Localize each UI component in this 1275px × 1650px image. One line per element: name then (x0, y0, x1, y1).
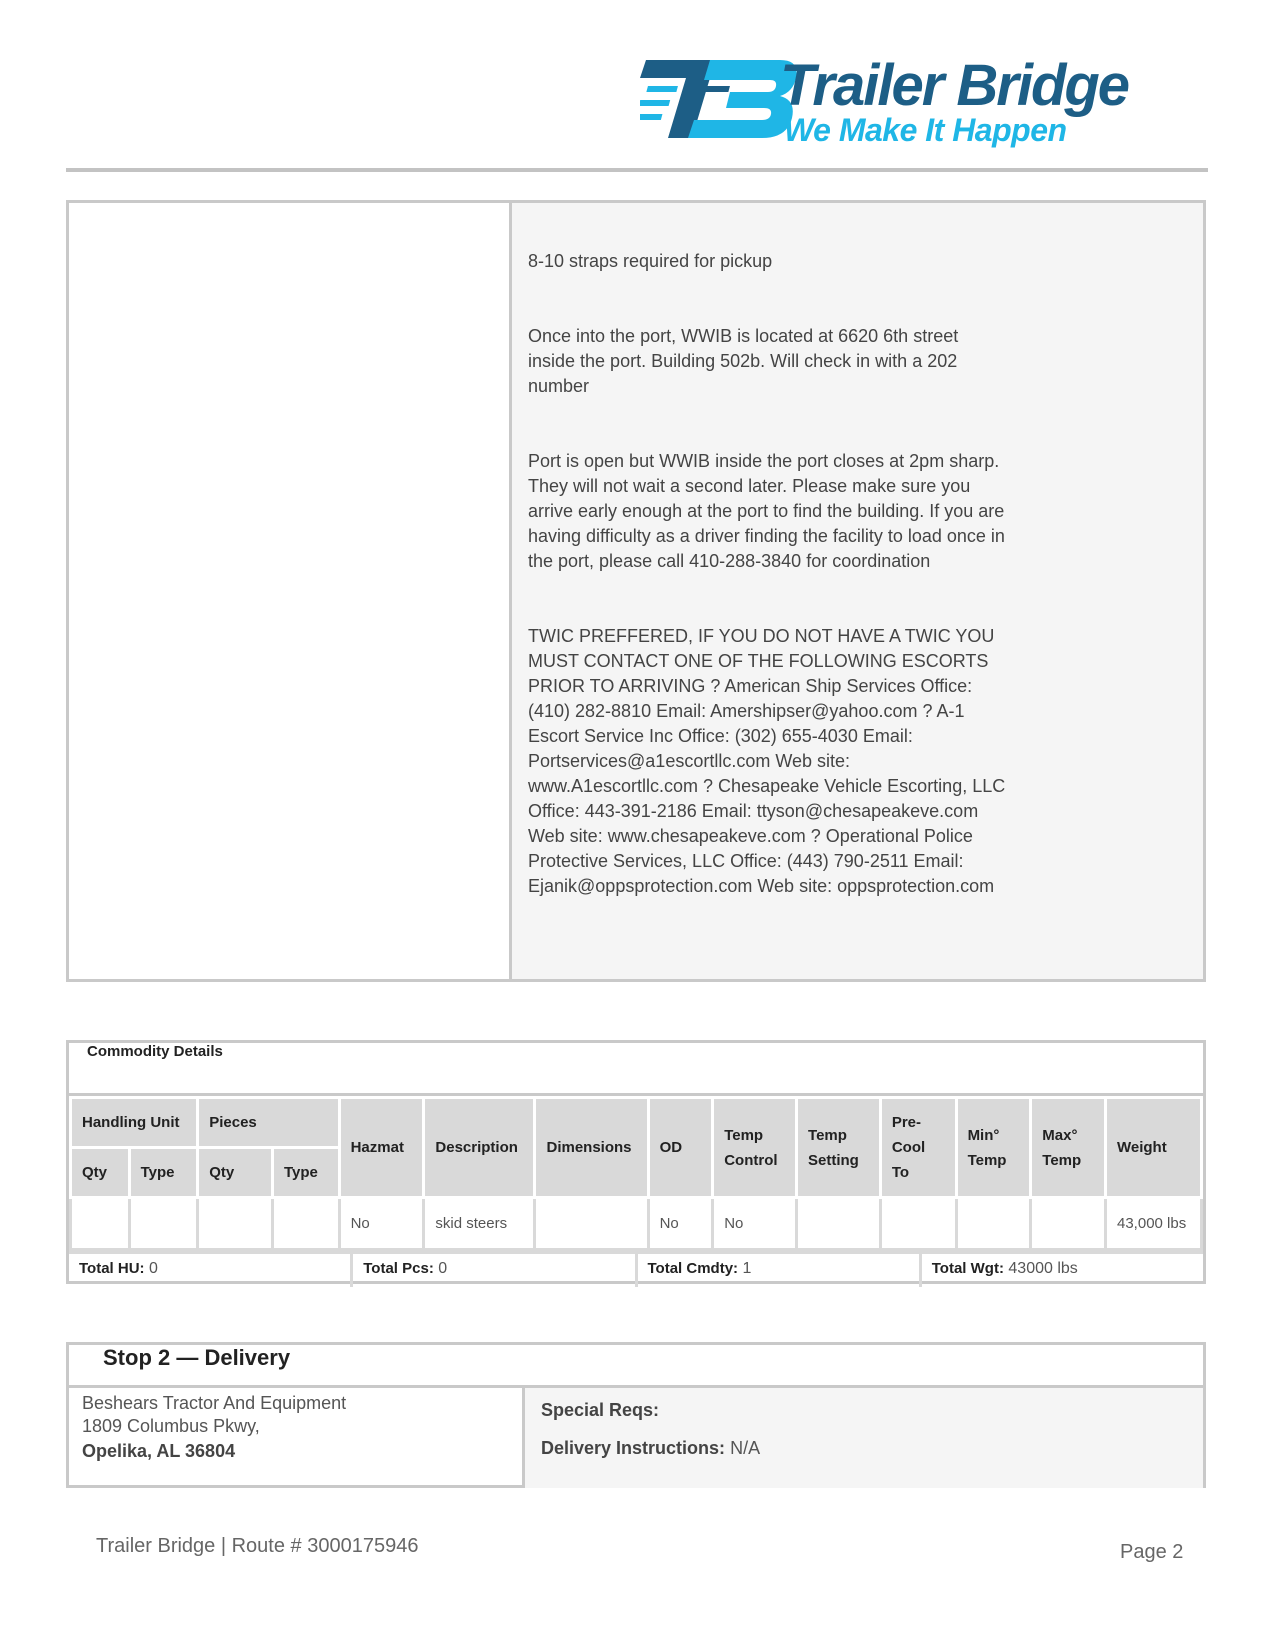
od-cell: No (648, 1198, 713, 1250)
handling-unit-header: Handling Unit (71, 1098, 198, 1148)
stop-title: Stop 2 — Delivery (69, 1345, 1203, 1388)
footer-route: Trailer Bridge | Route # 3000175946 (96, 1535, 419, 1557)
note-twic-escorts: TWIC PREFFERED, IF YOU DO NOT HAVE A TWIC YOU MUST CONTACT ONE OF THE FOLLOWING ESCORTS PRIOR TO ARRIVING ? American Ship Services Office: (410) 282-8810 Email: Amershipser@yahoo.com ? A-1 Escort Service Inc Office: (302) 655-4030 Email: Portservices@a1escortllc.com Web site: www.A1escortllc.com ? Chesapeake Vehicle Escorting, LLC Office: 443-391-2186 Email: ttyson@chesapeakeve.com Web site: www.chesapeakeve.com ? Operational Police Protective Services, LLC Office: (443) 790-2511 Email: Ejanik@oppsprotection.com Web site: oppsprotection.com (528, 626, 1006, 896)
total-wgt-label: Total Wgt: (931, 1260, 1004, 1277)
dimensions-header: Dimensions (535, 1098, 648, 1198)
logo-tagline: We Make It Happen (784, 112, 1067, 148)
hazmat-header: Hazmat (339, 1098, 424, 1198)
total-hu (69, 1254, 353, 1287)
hazmat-cell: No (339, 1198, 424, 1250)
stop-requirements (525, 1388, 1203, 1488)
total-cmdty (638, 1254, 922, 1287)
total-pcs-value: 0 (438, 1260, 448, 1277)
total-cmdty-value: 1 (742, 1260, 752, 1277)
max-temp-cell (1031, 1198, 1106, 1250)
temp-setting-cell (797, 1198, 881, 1250)
temp-setting-header: Temp Setting (797, 1098, 881, 1198)
commodity-details-title: Commodity Details (69, 1043, 1203, 1096)
pcs-qty-cell (198, 1198, 273, 1250)
stop-city-state-zip: Opelika, AL 36804 (82, 1441, 236, 1461)
pcs-type-cell (272, 1198, 339, 1250)
delivery-instructions-label: Delivery Instructions: (541, 1438, 726, 1458)
total-pcs (353, 1254, 637, 1287)
pieces-header: Pieces (198, 1098, 339, 1148)
delivery-instructions-value: N/A (730, 1438, 761, 1458)
temp-control-header: Temp Control (713, 1098, 797, 1198)
note-location: Once into the port, WWIB is located at 6620 6th street inside the port. Building 502b. Will check in with a 202 number (528, 326, 959, 396)
hu-qty-cell (71, 1198, 130, 1250)
weight-cell: 43,000 lbs (1106, 1198, 1202, 1250)
special-reqs-label: Special Reqs: (541, 1400, 660, 1420)
min-temp-header: Min° Temp (956, 1098, 1031, 1198)
stop-panel (66, 1342, 1206, 1488)
dimensions-cell (535, 1198, 648, 1250)
special-reqs (541, 1398, 1203, 1422)
temp-control-cell: No (713, 1198, 797, 1250)
pcs-type-header: Type (272, 1148, 339, 1198)
min-temp-cell (956, 1198, 1031, 1250)
note-port-hours: Port is open but WWIB inside the port closes at 2pm sharp. They will not wait a second later. Please make sure you arrive early enough at the port to find the building. If you are having difficulty as a driver finding the facility to load once in the port, please call 410-288-3840 for coordination (528, 451, 1005, 571)
max-temp-header: Max° Temp (1031, 1098, 1106, 1198)
instructions-panel (66, 200, 1206, 982)
note-straps: 8-10 straps required for pickup (528, 251, 773, 271)
total-pcs-label: Total Pcs: (363, 1260, 434, 1277)
hu-qty-header: Qty (71, 1148, 130, 1198)
commodity-table (69, 1096, 1203, 1251)
total-hu-value: 0 (149, 1260, 158, 1277)
pre-cool-header: Pre-Cool To (880, 1098, 956, 1198)
total-wgt (922, 1254, 1203, 1287)
stop-street: 1809 Columbus Pkwy, (82, 1416, 260, 1436)
delivery-instructions (541, 1436, 1203, 1460)
stop-address (69, 1388, 525, 1488)
hu-type-header: Type (129, 1148, 198, 1198)
pre-cool-cell (880, 1198, 956, 1250)
od-header: OD (648, 1098, 713, 1198)
logo-wordmark: Trailer Bridge (780, 53, 1129, 118)
total-wgt-value: 43000 lbs (1008, 1260, 1078, 1277)
instructions-notes (512, 203, 1203, 979)
total-hu-label: Total HU: (79, 1260, 145, 1277)
description-cell: skid steers (424, 1198, 535, 1250)
commodity-details-panel (66, 1040, 1206, 1284)
commodity-totals (69, 1251, 1203, 1287)
description-header: Description (424, 1098, 535, 1198)
hu-type-cell (129, 1198, 198, 1250)
stop-company: Beshears Tractor And Equipment (82, 1393, 347, 1413)
pcs-qty-header: Qty (198, 1148, 273, 1198)
header-divider (66, 168, 1208, 172)
instructions-left-cell (69, 203, 512, 979)
weight-header: Weight (1106, 1098, 1202, 1198)
page-number: Page 2 (1120, 1541, 1184, 1563)
table-row (71, 1198, 1202, 1250)
total-cmdty-label: Total Cmdty: (647, 1260, 739, 1277)
